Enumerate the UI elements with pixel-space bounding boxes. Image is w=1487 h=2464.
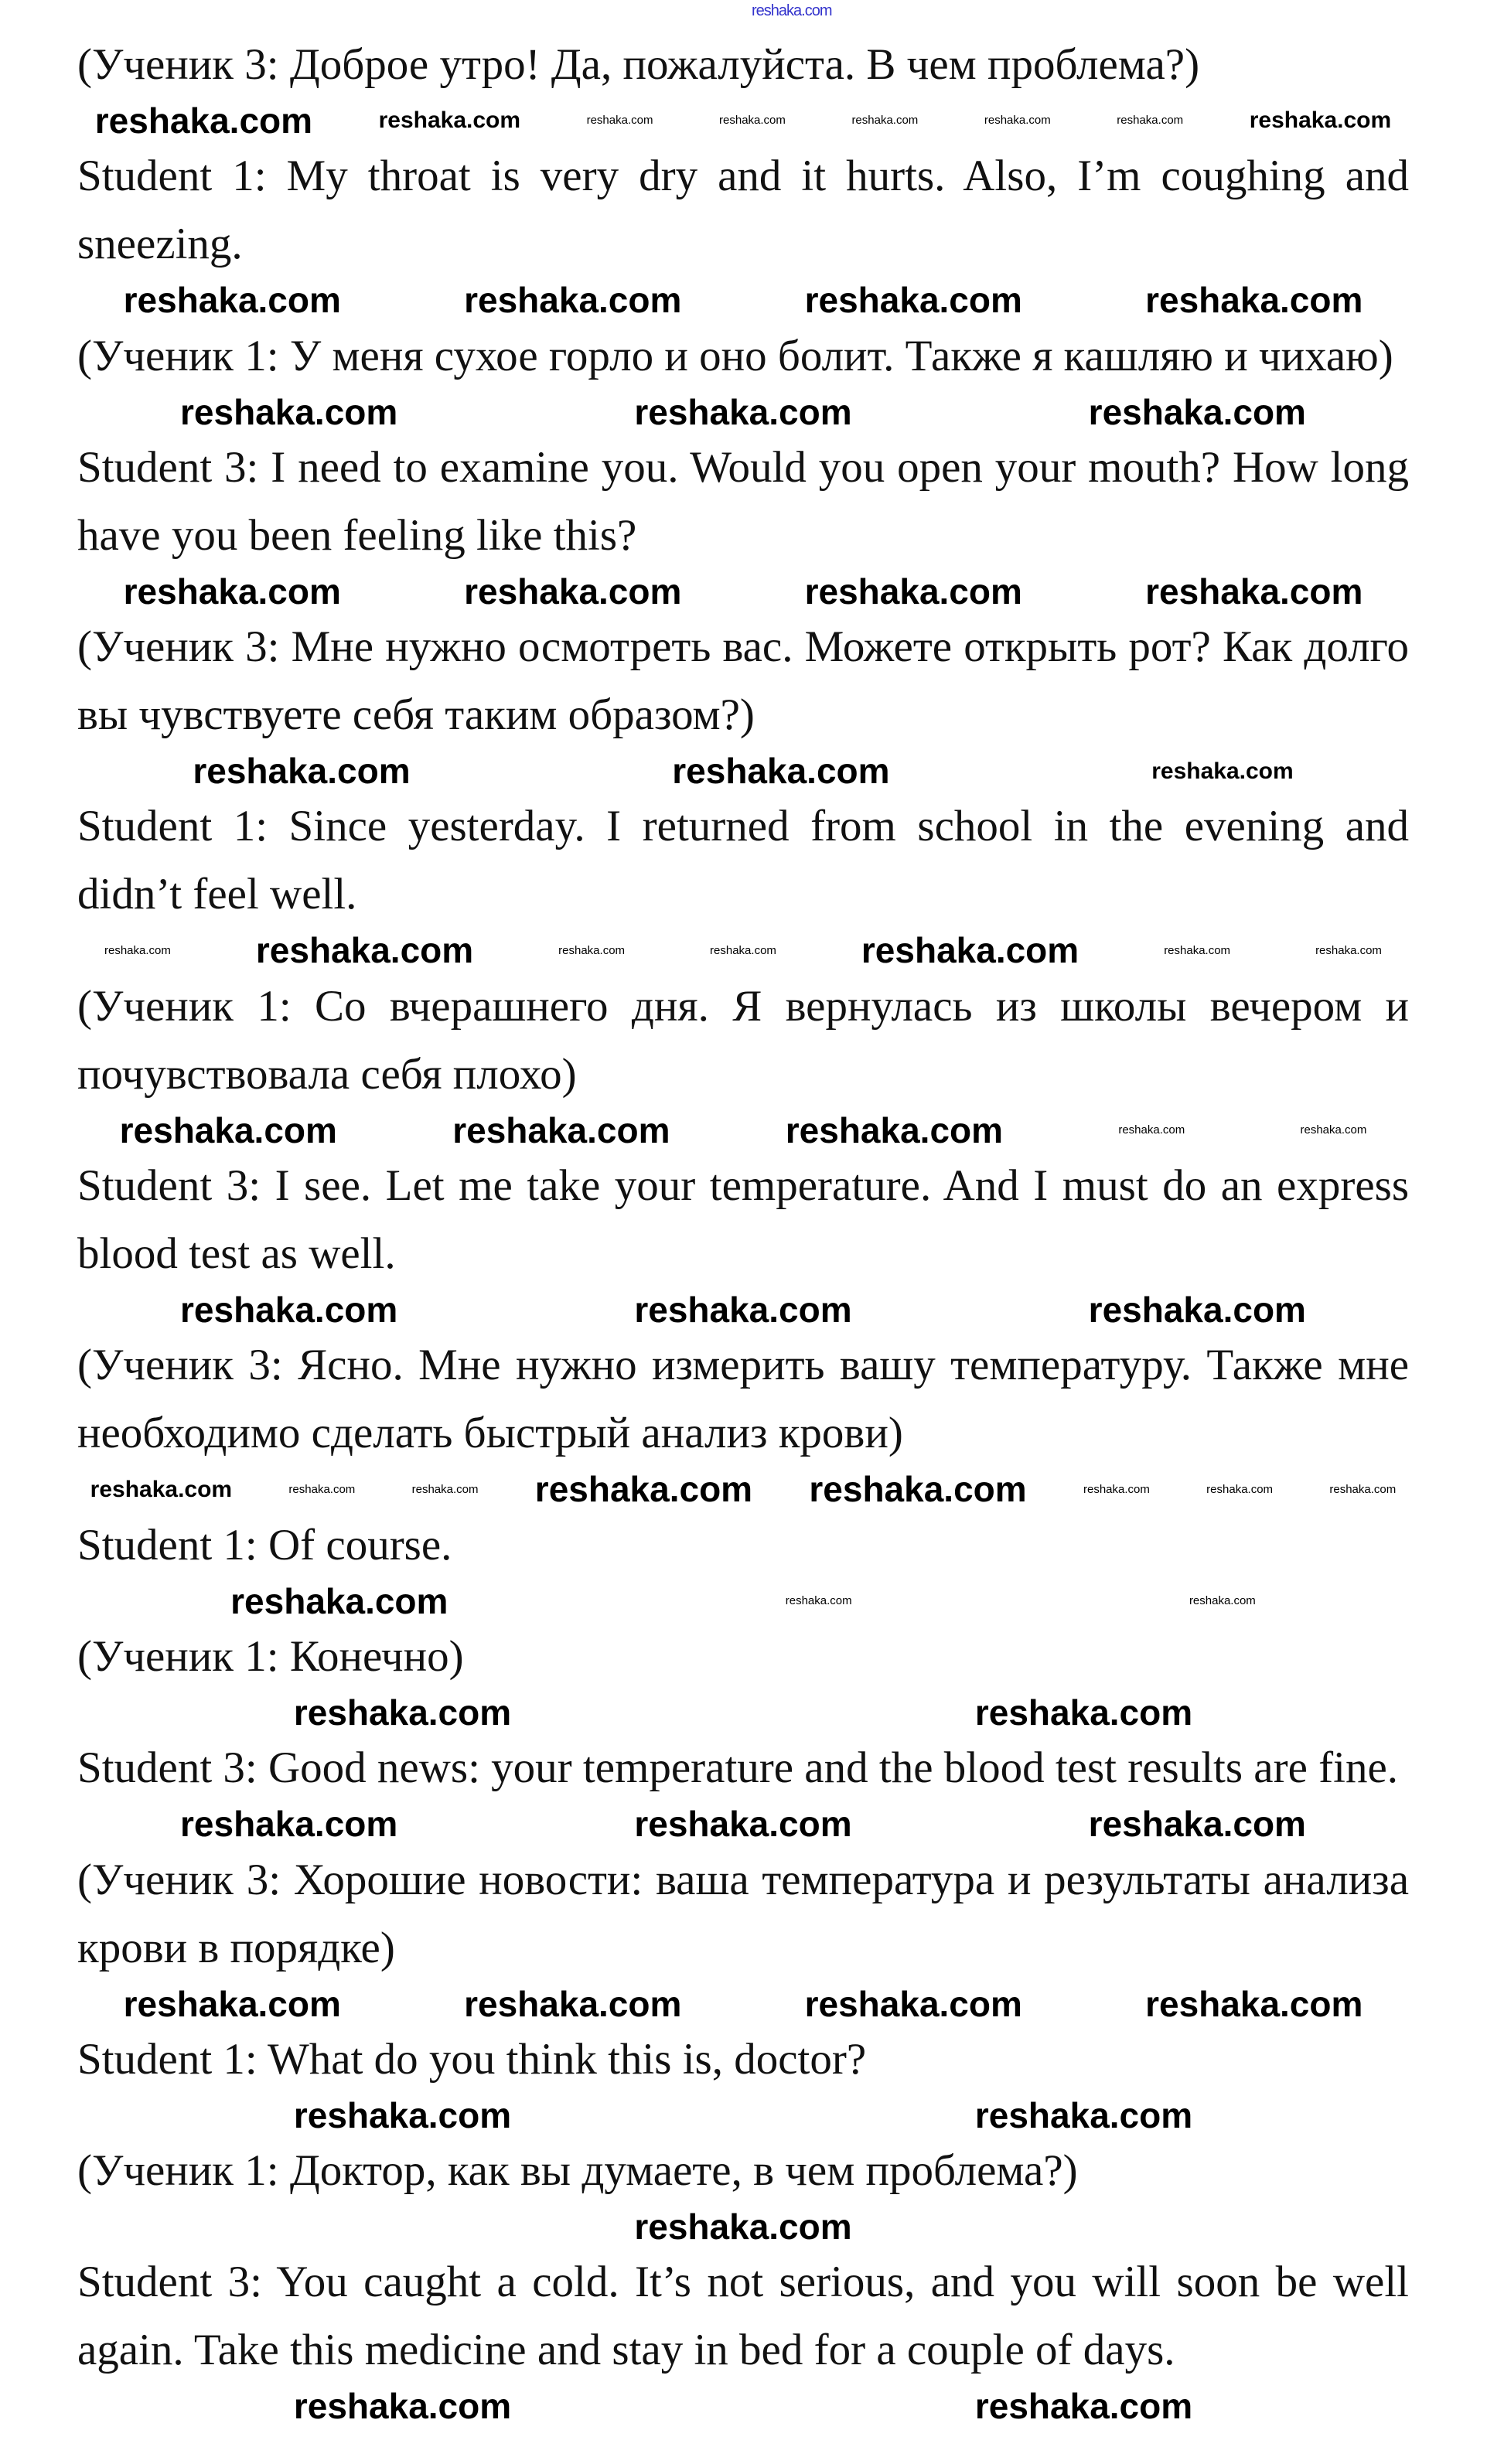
watermark: reshaka.com bbox=[180, 391, 398, 432]
watermark: reshaka.com bbox=[672, 751, 890, 792]
watermark-row bbox=[77, 278, 1409, 322]
watermark-row bbox=[77, 1802, 1409, 1845]
watermark: reshaka.com bbox=[123, 1983, 341, 2024]
watermark-row bbox=[77, 2094, 1409, 2137]
watermark-row bbox=[77, 390, 1409, 434]
watermark-row bbox=[77, 570, 1409, 613]
watermark: reshaka.com bbox=[255, 930, 474, 971]
watermark: reshaka.com bbox=[1300, 1123, 1367, 1137]
paragraph: (Ученик 1: У меня сухое горло и оно болит. Также я кашляю и чихаю) bbox=[77, 331, 1393, 380]
paragraph: Student 1: Since yesterday. I returned from school in the evening and didn’t feel well. bbox=[77, 802, 1409, 919]
watermark: reshaka.com bbox=[293, 2094, 512, 2135]
watermark: reshaka.com bbox=[1118, 1123, 1185, 1137]
paragraph: Student 1: My throat is very dry and it hurts. Also, I’m coughing and sneezing. bbox=[77, 152, 1409, 269]
paragraph: (Ученик 1: Доктор, как вы думаете, в чем проблема?) bbox=[77, 2146, 1078, 2196]
paragraph: (Ученик 3: Ясно. Мне нужно измерить вашу температуру. Также мне необходимо сделать быстрый анализ крови) bbox=[77, 1341, 1409, 1458]
watermark: reshaka.com bbox=[984, 114, 1051, 128]
watermark: reshaka.com bbox=[1088, 1804, 1306, 1845]
watermark: reshaka.com bbox=[1145, 1983, 1363, 2024]
watermark-row bbox=[77, 929, 1409, 972]
watermark: reshaka.com bbox=[809, 1469, 1027, 1510]
paragraph: (Ученик 3: Хорошие новости: ваша температура и результаты анализа крови в порядке) bbox=[77, 1855, 1409, 1972]
paragraph: Student 3: I see. Let me take your temperature. And I must do an express blood test as well. bbox=[77, 1161, 1409, 1279]
watermark: reshaka.com bbox=[804, 280, 1022, 321]
watermark: reshaka.com bbox=[464, 571, 682, 612]
watermark: reshaka.com bbox=[104, 943, 171, 957]
watermark: reshaka.com bbox=[378, 107, 521, 134]
watermark: reshaka.com bbox=[586, 114, 653, 128]
watermark: reshaka.com bbox=[230, 1580, 448, 1621]
watermark: reshaka.com bbox=[1145, 280, 1363, 321]
watermark: reshaka.com bbox=[119, 1109, 337, 1150]
watermark: reshaka.com bbox=[90, 1476, 233, 1502]
watermark: reshaka.com bbox=[785, 1593, 852, 1607]
watermark: reshaka.com bbox=[634, 2207, 852, 2248]
watermark-row bbox=[77, 1580, 1409, 1623]
watermark: reshaka.com bbox=[710, 943, 776, 957]
watermark: reshaka.com bbox=[1117, 114, 1184, 128]
watermark: reshaka.com bbox=[1249, 107, 1392, 134]
watermark: reshaka.com bbox=[785, 1109, 1004, 1150]
paragraph: (Ученик 3: Доброе утро! Да, пожалуйста. В чем проблема?) bbox=[77, 40, 1200, 89]
watermark: reshaka.com bbox=[411, 1482, 479, 1496]
watermark: reshaka.com bbox=[719, 114, 786, 128]
watermark: reshaka.com bbox=[752, 2, 832, 19]
watermark: reshaka.com bbox=[558, 943, 626, 957]
watermark: reshaka.com bbox=[861, 930, 1079, 971]
watermark: reshaka.com bbox=[180, 1804, 398, 1845]
paragraph: Student 3: Good news: your temperature and the blood test results are fine. bbox=[77, 1743, 1398, 1793]
watermark: reshaka.com bbox=[1329, 1482, 1397, 1496]
watermark-row bbox=[77, 1109, 1409, 1152]
watermark-row bbox=[77, 1691, 1409, 1734]
watermark-row bbox=[77, 2205, 1409, 2248]
paragraph: Student 1: What do you think this is, doctor? bbox=[77, 2034, 867, 2084]
watermark: reshaka.com bbox=[974, 1692, 1193, 1733]
watermark: reshaka.com bbox=[1151, 758, 1294, 784]
watermark-row bbox=[77, 99, 1409, 142]
watermark: reshaka.com bbox=[464, 1983, 682, 2024]
watermark: reshaka.com bbox=[1083, 1482, 1150, 1496]
watermark: reshaka.com bbox=[974, 2094, 1193, 2135]
watermark: reshaka.com bbox=[1145, 571, 1363, 612]
paragraph: (Ученик 1: Со вчерашнего дня. Я вернулась из школы вечером и почувствовала себя плохо) bbox=[77, 981, 1409, 1099]
watermark: reshaka.com bbox=[804, 571, 1022, 612]
watermark: reshaka.com bbox=[94, 101, 313, 141]
watermark: reshaka.com bbox=[1189, 1593, 1256, 1607]
watermark: reshaka.com bbox=[452, 1109, 670, 1150]
watermark: reshaka.com bbox=[180, 1290, 398, 1331]
watermark: reshaka.com bbox=[851, 114, 919, 128]
watermark: reshaka.com bbox=[193, 751, 411, 792]
watermark: reshaka.com bbox=[464, 280, 682, 321]
watermark: reshaka.com bbox=[634, 1290, 852, 1331]
watermark: reshaka.com bbox=[1088, 1290, 1306, 1331]
watermark: reshaka.com bbox=[974, 2386, 1193, 2427]
watermark-row bbox=[77, 1467, 1409, 1511]
watermark: reshaka.com bbox=[1164, 943, 1231, 957]
watermark: reshaka.com bbox=[293, 1692, 512, 1733]
paragraph: Student 1: Of course. bbox=[77, 1520, 452, 1569]
watermark: reshaka.com bbox=[293, 2386, 512, 2427]
watermark-row bbox=[77, 2384, 1409, 2428]
paragraph: (Ученик 1: Конечно) bbox=[77, 1631, 464, 1681]
paragraph: (Ученик 3: Мне нужно осмотреть вас. Можете открыть рот? Как долго вы чувствуете себя таким образом?) bbox=[77, 622, 1409, 740]
watermark-row bbox=[77, 749, 1409, 792]
watermark: reshaka.com bbox=[534, 1469, 753, 1510]
watermark: reshaka.com bbox=[123, 571, 341, 612]
paragraph: Student 3: I need to examine you. Would you open your mouth? How long have you been feeling like this? bbox=[77, 442, 1409, 560]
paragraph: Student 3: You caught a cold. It’s not serious, and you will soon be well again. Take this medicine and stay in bed for a couple of days. bbox=[77, 2258, 1409, 2375]
watermark: reshaka.com bbox=[804, 1983, 1022, 2024]
watermark: reshaka.com bbox=[1088, 391, 1306, 432]
watermark: reshaka.com bbox=[634, 1804, 852, 1845]
watermark: reshaka.com bbox=[288, 1482, 356, 1496]
watermark: reshaka.com bbox=[1315, 943, 1382, 957]
watermark-row bbox=[77, 1288, 1409, 1331]
watermark: reshaka.com bbox=[634, 391, 852, 432]
watermark: reshaka.com bbox=[123, 280, 341, 321]
watermark: reshaka.com bbox=[1206, 1482, 1274, 1496]
watermark-row bbox=[77, 1982, 1409, 2026]
